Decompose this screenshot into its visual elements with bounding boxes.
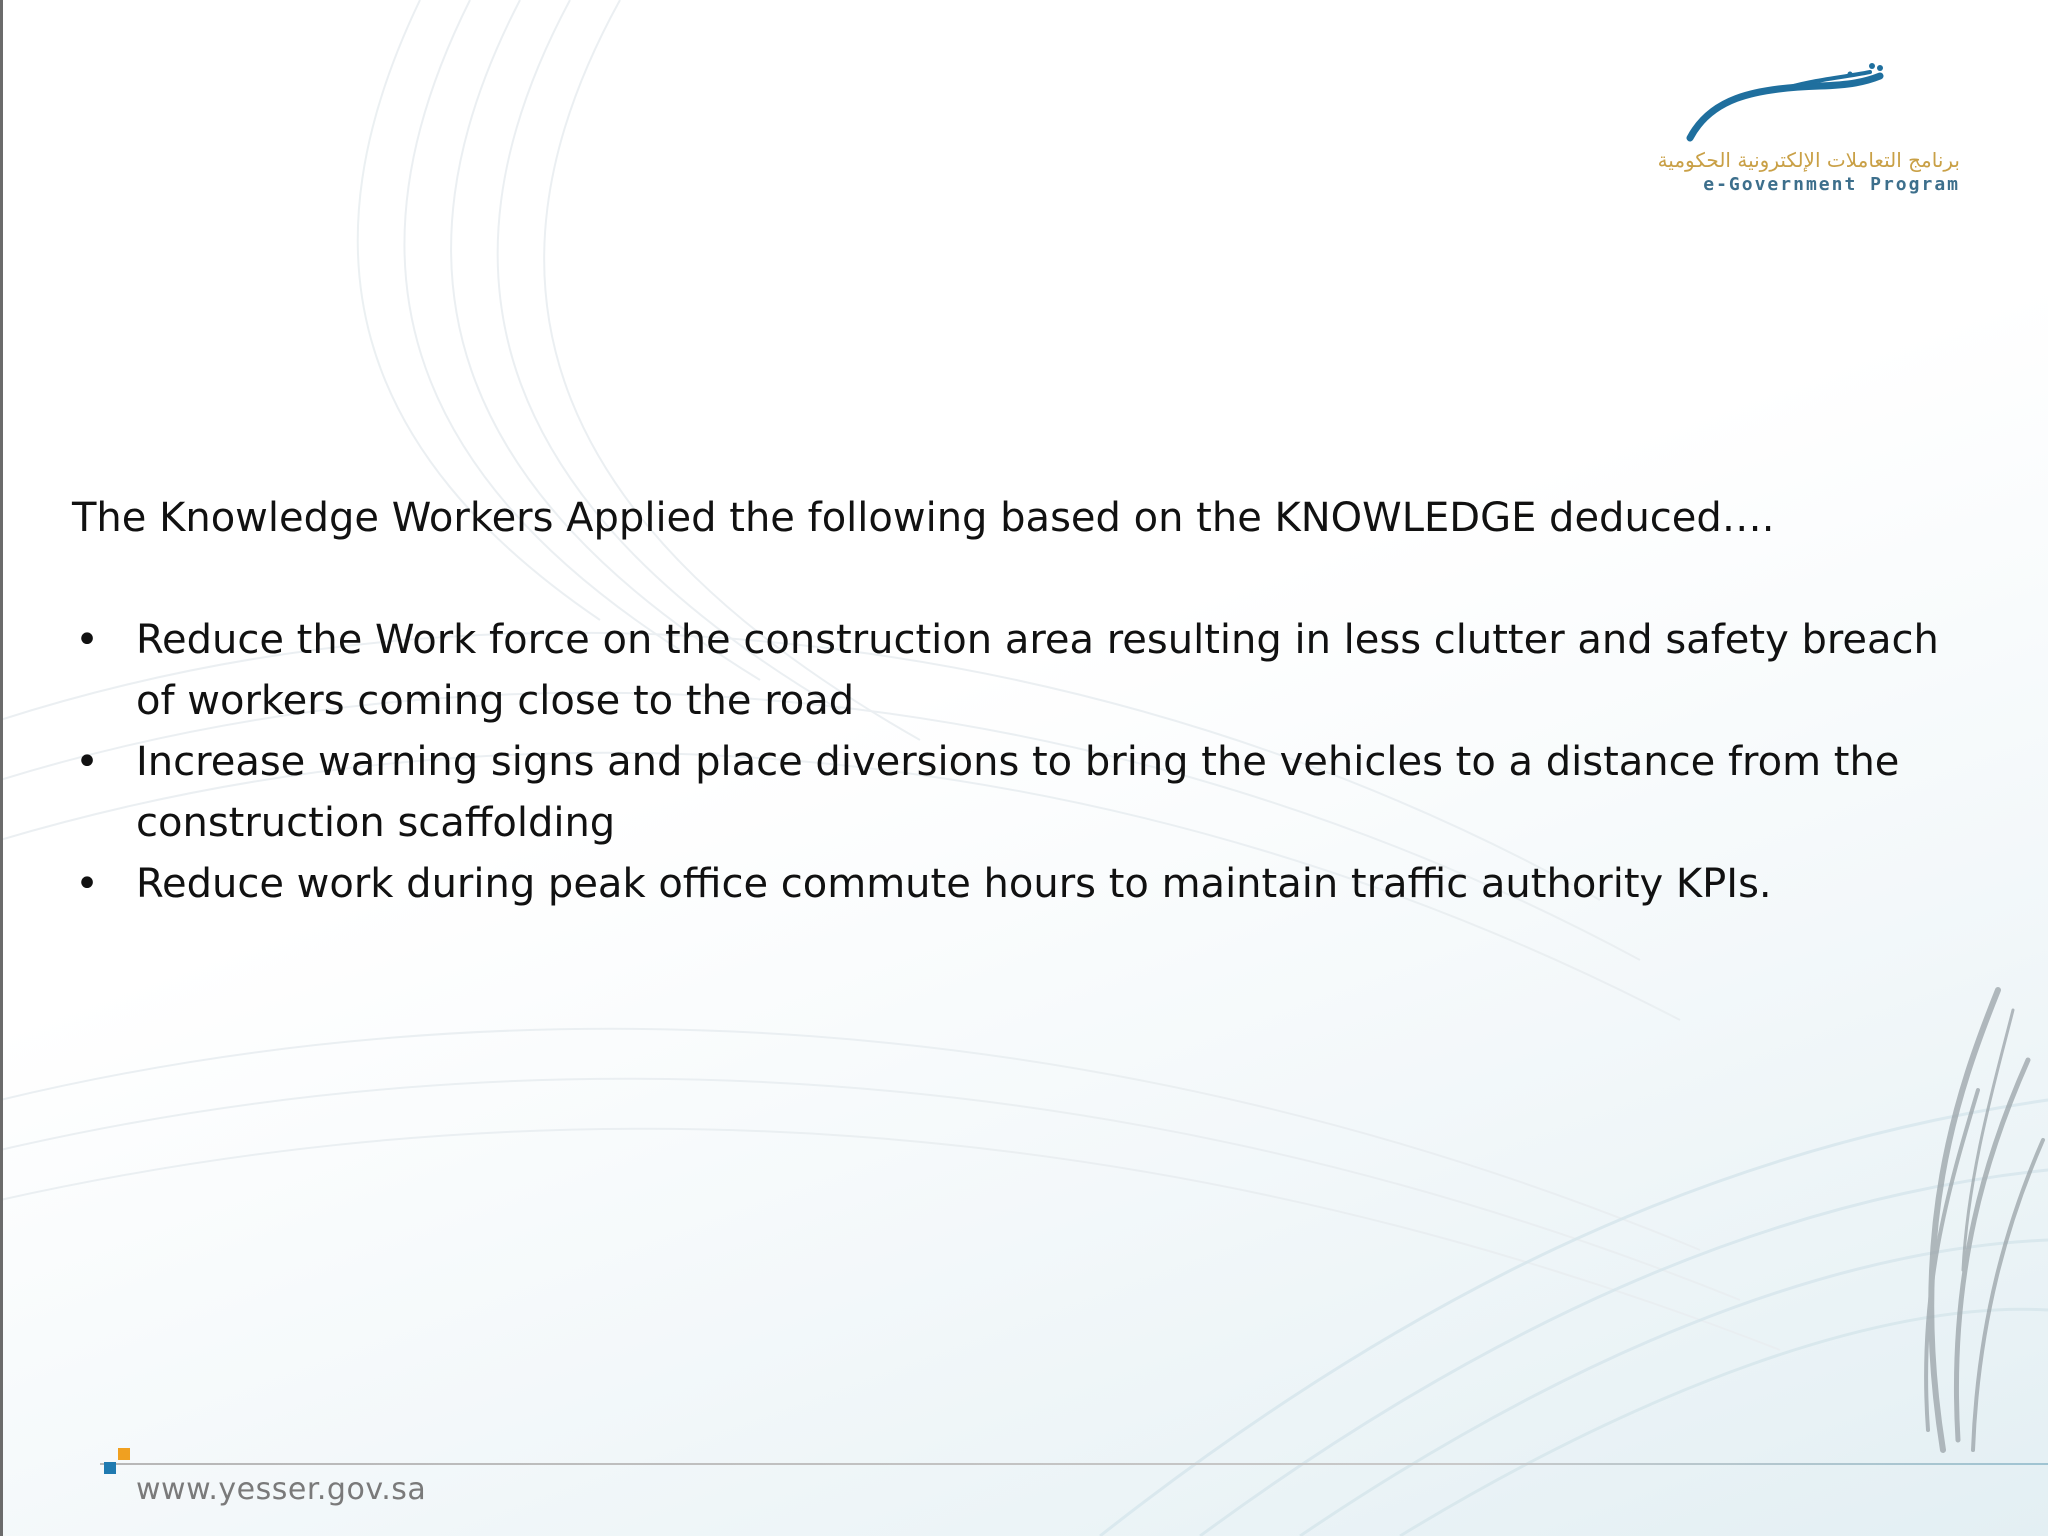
bullet-text: Reduce the Work force on the construction area resulting in less clutter and safety breach of workers coming close to the road <box>136 617 1939 724</box>
yesser-logo <box>1640 60 1960 210</box>
footer-logo-mark-icon <box>104 1448 134 1478</box>
slide-content <box>72 488 1972 915</box>
logo-latin-text: e-Government Program <box>1703 174 1960 195</box>
footer-divider <box>100 1463 2048 1465</box>
logo-arabic-text: برنامج التعاملات الإلكترونية الحكومية <box>1657 148 1960 172</box>
bullet-icon: • <box>75 739 99 785</box>
left-edge-border <box>0 0 3 1536</box>
bullet-icon: • <box>75 861 99 907</box>
bullet-item <box>72 854 1972 915</box>
bullet-text: Increase warning signs and place diversions to bring the vehicles to a distance from the construction scaffolding <box>136 739 1900 846</box>
bullet-text: Reduce work during peak office commute hours to maintain traffic authority KPIs. <box>136 861 1772 907</box>
bullet-item <box>72 610 1972 732</box>
logo-swoosh-icon <box>1640 60 1960 150</box>
feather-decoration-icon <box>1848 970 2048 1470</box>
bullet-list <box>72 610 1972 915</box>
footer-url[interactable]: www.yesser.gov.sa <box>136 1472 427 1507</box>
bullet-item <box>72 732 1972 854</box>
bullet-icon: • <box>75 617 99 663</box>
intro-text: The Knowledge Workers Applied the following based on the KNOWLEDGE deduced…. <box>72 495 1775 541</box>
